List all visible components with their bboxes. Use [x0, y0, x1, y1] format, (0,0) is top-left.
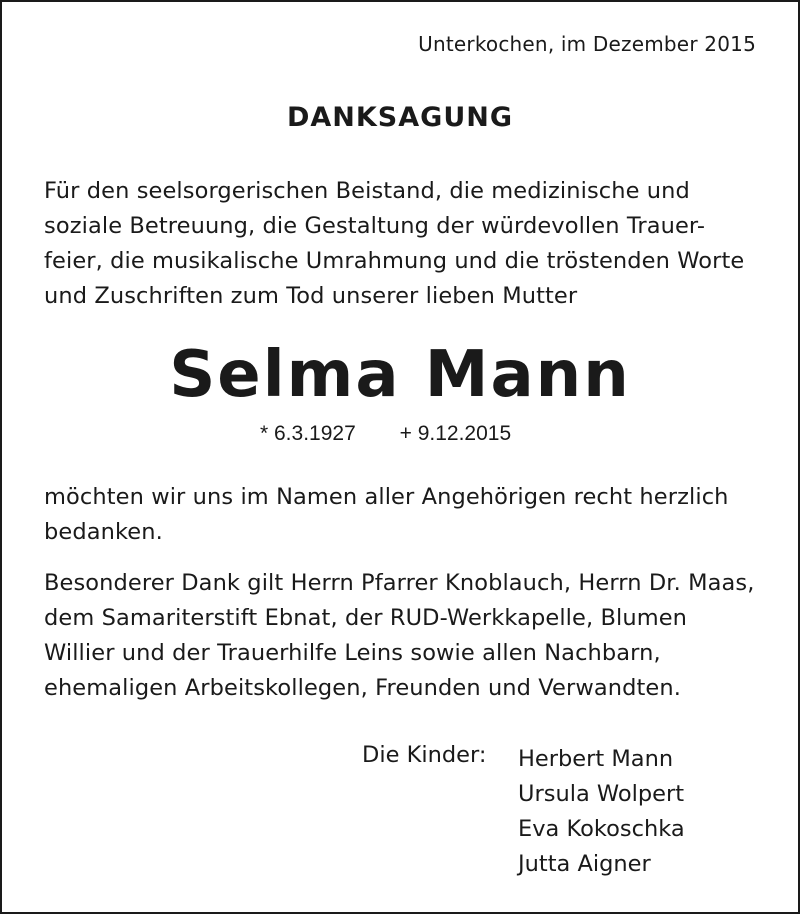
- thanks-paragraph: [44, 480, 774, 550]
- signatory-name: Jutta Aigner: [518, 851, 651, 877]
- signatory-name: Ursula Wolpert: [518, 781, 685, 807]
- signatory-name: Eva Kokoschka: [518, 816, 685, 842]
- signatories-list: [518, 742, 685, 882]
- special-thanks-line: Willier und der Trauerhilfe Leins sowie allen Nachbarn,: [44, 640, 661, 666]
- thanks-line: bedanken.: [44, 519, 163, 545]
- life-dates: [260, 422, 511, 446]
- special-thanks-line: dem Samariterstift Ebnat, der RUD-Werkkapelle, Blumen: [44, 605, 688, 631]
- intro-paragraph: [44, 174, 774, 314]
- special-thanks-line: Besonderer Dank gilt Herrn Pfarrer Knoblauch, Herrn Dr. Maas,: [44, 570, 755, 596]
- signatory-name: Herbert Mann: [518, 746, 674, 772]
- deceased-name: Selma Mann: [169, 338, 631, 412]
- intro-line: feier, die musikalische Umrahmung und die tröstenden Worte: [44, 248, 745, 274]
- special-thanks-paragraph: [44, 566, 774, 706]
- intro-line: Für den seelsorgerischen Beistand, die medizinische und: [44, 178, 690, 204]
- death-date: + 9.12.2015: [399, 422, 512, 445]
- signatories-label: Die Kinder:: [362, 742, 487, 768]
- thanks-line: möchten wir uns im Namen aller Angehörigen recht herzlich: [44, 484, 729, 510]
- notice-heading: DANKSAGUNG: [286, 102, 513, 133]
- intro-line: soziale Betreuung, die Gestaltung der würdevollen Trauer-: [44, 213, 706, 239]
- special-thanks-line: ehemaligen Arbeitskollegen, Freunden und Verwandten.: [44, 675, 681, 701]
- intro-line: und Zuschriften zum Tod unserer lieben Mutter: [44, 283, 578, 309]
- place-date: Unterkochen, im Dezember 2015: [418, 32, 756, 56]
- birth-date: * 6.3.1927: [260, 422, 356, 445]
